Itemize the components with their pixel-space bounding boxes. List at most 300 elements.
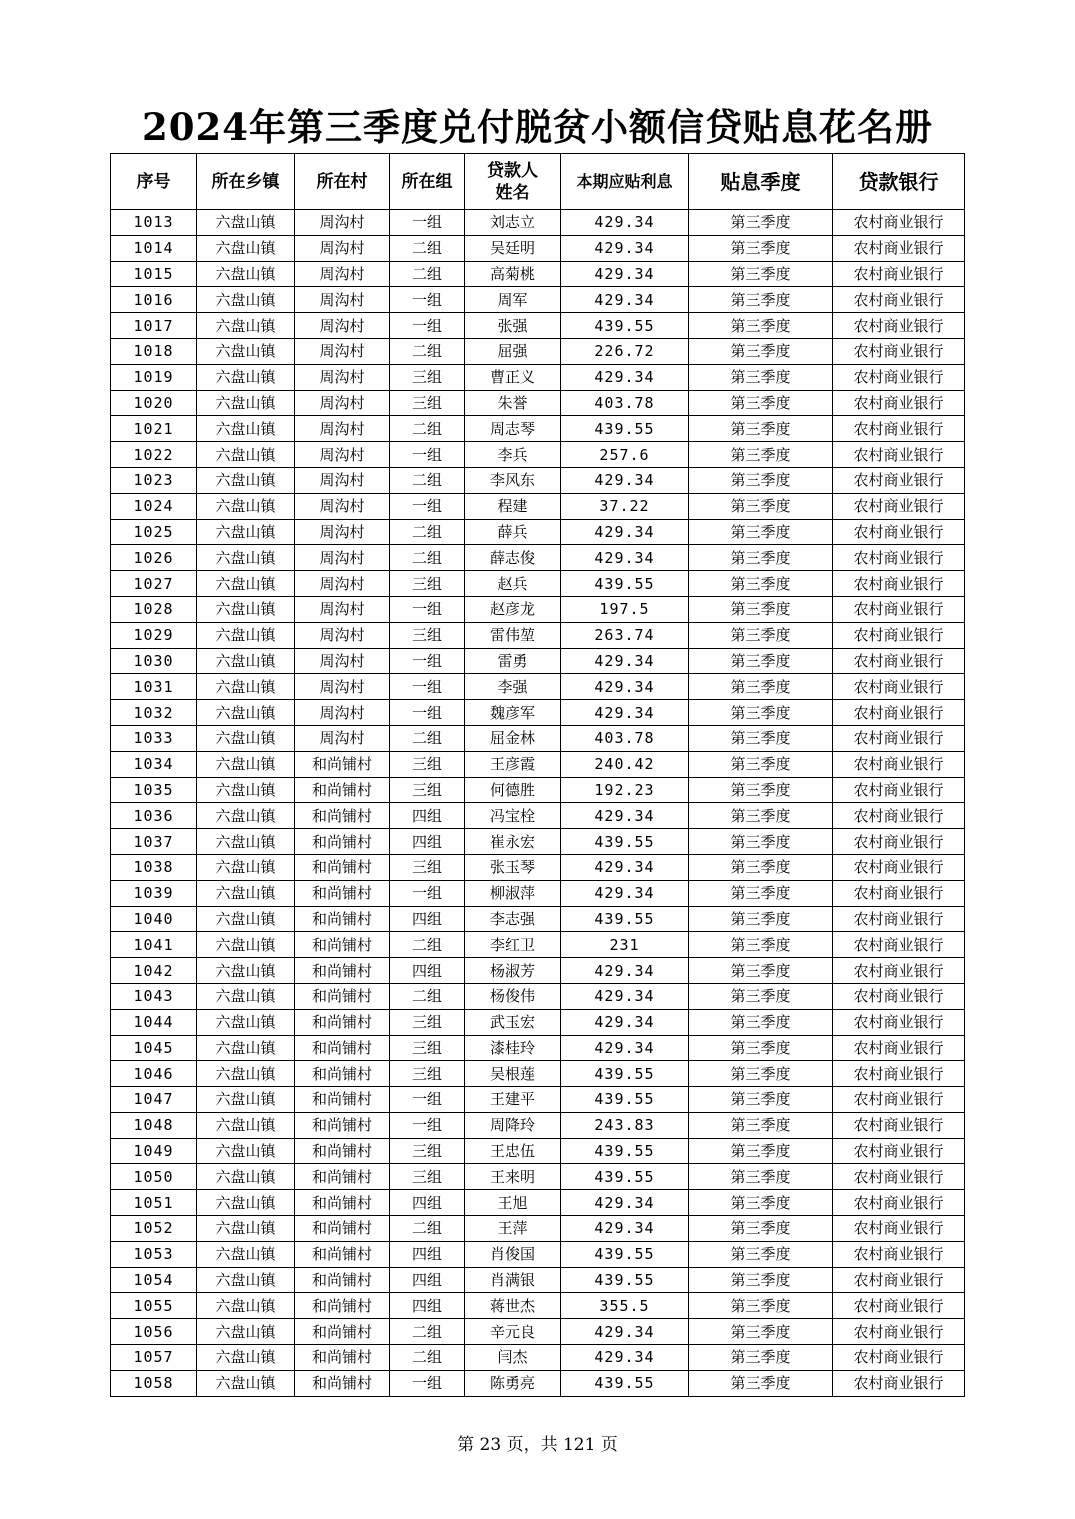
seq-cell: 1037	[111, 829, 197, 855]
bank-cell: 农村商业银行	[833, 674, 965, 700]
group-cell: 一组	[390, 1087, 465, 1113]
quarter-cell: 第三季度	[689, 519, 833, 545]
seq-cell: 1030	[111, 648, 197, 674]
bank-cell: 农村商业银行	[833, 210, 965, 236]
town-cell: 六盘山镇	[197, 467, 295, 493]
header-interest: 本期应贴利息	[561, 154, 689, 210]
town-cell: 六盘山镇	[197, 235, 295, 261]
town-cell: 六盘山镇	[197, 880, 295, 906]
seq-cell: 1036	[111, 803, 197, 829]
borrower-cell: 冯宝栓	[465, 803, 561, 829]
quarter-cell: 第三季度	[689, 932, 833, 958]
table-row	[111, 1241, 965, 1267]
header-bank: 贷款银行	[833, 154, 965, 210]
town-cell: 六盘山镇	[197, 1112, 295, 1138]
seq-cell: 1053	[111, 1241, 197, 1267]
table-row	[111, 1267, 965, 1293]
group-cell: 二组	[390, 519, 465, 545]
town-cell: 六盘山镇	[197, 777, 295, 803]
bank-cell: 农村商业银行	[833, 1061, 965, 1087]
borrower-cell: 周志琴	[465, 416, 561, 442]
town-cell: 六盘山镇	[197, 1190, 295, 1216]
town-cell: 六盘山镇	[197, 1009, 295, 1035]
seq-cell: 1047	[111, 1087, 197, 1113]
header-town: 所在乡镇	[197, 154, 295, 210]
interest-cell: 439.55	[561, 1061, 689, 1087]
bank-cell: 农村商业银行	[833, 803, 965, 829]
group-cell: 二组	[390, 932, 465, 958]
table-row	[111, 1087, 965, 1113]
town-cell: 六盘山镇	[197, 210, 295, 236]
interest-cell: 439.55	[561, 1370, 689, 1396]
village-cell: 周沟村	[295, 622, 390, 648]
quarter-cell: 第三季度	[689, 725, 833, 751]
quarter-cell: 第三季度	[689, 416, 833, 442]
bank-cell: 农村商业银行	[833, 1267, 965, 1293]
quarter-cell: 第三季度	[689, 493, 833, 519]
borrower-cell: 陈勇亮	[465, 1370, 561, 1396]
town-cell: 六盘山镇	[197, 906, 295, 932]
table-row	[111, 777, 965, 803]
quarter-cell: 第三季度	[689, 261, 833, 287]
bank-cell: 农村商业银行	[833, 1112, 965, 1138]
table-row	[111, 545, 965, 571]
interest-cell: 439.55	[561, 1087, 689, 1113]
quarter-cell: 第三季度	[689, 467, 833, 493]
group-cell: 二组	[390, 1345, 465, 1371]
town-cell: 六盘山镇	[197, 829, 295, 855]
table-row	[111, 416, 965, 442]
borrower-cell: 程建	[465, 493, 561, 519]
table-row	[111, 958, 965, 984]
table-row	[111, 803, 965, 829]
interest-cell: 231	[561, 932, 689, 958]
seq-cell: 1046	[111, 1061, 197, 1087]
group-cell: 三组	[390, 364, 465, 390]
interest-cell: 240.42	[561, 751, 689, 777]
town-cell: 六盘山镇	[197, 751, 295, 777]
town-cell: 六盘山镇	[197, 674, 295, 700]
group-cell: 二组	[390, 235, 465, 261]
town-cell: 六盘山镇	[197, 983, 295, 1009]
bank-cell: 农村商业银行	[833, 1241, 965, 1267]
town-cell: 六盘山镇	[197, 442, 295, 468]
village-cell: 和尚铺村	[295, 777, 390, 803]
borrower-cell: 李志强	[465, 906, 561, 932]
table-row	[111, 1190, 965, 1216]
interest-cell: 429.34	[561, 545, 689, 571]
table-row	[111, 1138, 965, 1164]
group-cell: 三组	[390, 1061, 465, 1087]
interest-cell: 429.34	[561, 467, 689, 493]
bank-cell: 农村商业银行	[833, 313, 965, 339]
borrower-cell: 高菊桃	[465, 261, 561, 287]
village-cell: 和尚铺村	[295, 1267, 390, 1293]
quarter-cell: 第三季度	[689, 751, 833, 777]
village-cell: 周沟村	[295, 725, 390, 751]
village-cell: 周沟村	[295, 648, 390, 674]
group-cell: 一组	[390, 493, 465, 519]
table-row	[111, 700, 965, 726]
quarter-cell: 第三季度	[689, 1164, 833, 1190]
page-footer: 第 23 页，共 121 页	[457, 1435, 618, 1455]
quarter-cell: 第三季度	[689, 210, 833, 236]
village-cell: 和尚铺村	[295, 1138, 390, 1164]
group-cell: 三组	[390, 571, 465, 597]
town-cell: 六盘山镇	[197, 364, 295, 390]
borrower-cell: 杨俊伟	[465, 983, 561, 1009]
quarter-cell: 第三季度	[689, 1319, 833, 1345]
bank-cell: 农村商业银行	[833, 519, 965, 545]
group-cell: 三组	[390, 751, 465, 777]
header-borrower	[465, 154, 561, 210]
header-seq: 序号	[111, 154, 197, 210]
interest-cell: 429.34	[561, 1009, 689, 1035]
group-cell: 三组	[390, 1138, 465, 1164]
town-cell: 六盘山镇	[197, 1345, 295, 1371]
village-cell: 和尚铺村	[295, 1190, 390, 1216]
town-cell: 六盘山镇	[197, 622, 295, 648]
interest-cell: 429.34	[561, 958, 689, 984]
interest-cell: 439.55	[561, 1138, 689, 1164]
bank-cell: 农村商业银行	[833, 1345, 965, 1371]
borrower-cell: 漆桂玲	[465, 1035, 561, 1061]
quarter-cell: 第三季度	[689, 390, 833, 416]
table-row	[111, 1293, 965, 1319]
seq-cell: 1021	[111, 416, 197, 442]
interest-cell: 192.23	[561, 777, 689, 803]
table-row	[111, 313, 965, 339]
bank-cell: 农村商业银行	[833, 467, 965, 493]
borrower-cell: 赵彦龙	[465, 596, 561, 622]
village-cell: 和尚铺村	[295, 1345, 390, 1371]
quarter-cell: 第三季度	[689, 338, 833, 364]
borrower-cell: 吴根莲	[465, 1061, 561, 1087]
seq-cell: 1014	[111, 235, 197, 261]
table-row	[111, 1345, 965, 1371]
group-cell: 二组	[390, 416, 465, 442]
borrower-cell: 李强	[465, 674, 561, 700]
seq-cell: 1019	[111, 364, 197, 390]
table-row	[111, 519, 965, 545]
borrower-cell: 柳淑萍	[465, 880, 561, 906]
borrower-cell: 屈金林	[465, 725, 561, 751]
page-title: 2024年第三季度兑付脱贫小额信贷贴息花名册	[142, 105, 933, 149]
interest-cell: 355.5	[561, 1293, 689, 1319]
table-body	[111, 210, 965, 1397]
table-row	[111, 493, 965, 519]
borrower-cell: 张强	[465, 313, 561, 339]
seq-cell: 1056	[111, 1319, 197, 1345]
bank-cell: 农村商业银行	[833, 932, 965, 958]
interest-cell: 429.34	[561, 210, 689, 236]
village-cell: 周沟村	[295, 364, 390, 390]
quarter-cell: 第三季度	[689, 287, 833, 313]
group-cell: 四组	[390, 1190, 465, 1216]
bank-cell: 农村商业银行	[833, 1293, 965, 1319]
borrower-cell: 闫杰	[465, 1345, 561, 1371]
quarter-cell: 第三季度	[689, 442, 833, 468]
bank-cell: 农村商业银行	[833, 1190, 965, 1216]
seq-cell: 1016	[111, 287, 197, 313]
town-cell: 六盘山镇	[197, 1216, 295, 1242]
bank-cell: 农村商业银行	[833, 854, 965, 880]
quarter-cell: 第三季度	[689, 1345, 833, 1371]
town-cell: 六盘山镇	[197, 390, 295, 416]
interest-cell: 429.34	[561, 519, 689, 545]
borrower-cell: 曹正义	[465, 364, 561, 390]
group-cell: 四组	[390, 1293, 465, 1319]
quarter-cell: 第三季度	[689, 364, 833, 390]
borrower-cell: 薛志俊	[465, 545, 561, 571]
village-cell: 和尚铺村	[295, 1370, 390, 1396]
town-cell: 六盘山镇	[197, 1087, 295, 1113]
interest-cell: 429.34	[561, 1190, 689, 1216]
interest-cell: 429.34	[561, 983, 689, 1009]
group-cell: 一组	[390, 210, 465, 236]
seq-cell: 1058	[111, 1370, 197, 1396]
quarter-cell: 第三季度	[689, 1370, 833, 1396]
group-cell: 一组	[390, 648, 465, 674]
quarter-cell: 第三季度	[689, 777, 833, 803]
seq-cell: 1034	[111, 751, 197, 777]
borrower-cell: 肖满银	[465, 1267, 561, 1293]
table-row	[111, 1061, 965, 1087]
village-cell: 和尚铺村	[295, 1112, 390, 1138]
borrower-cell: 王来明	[465, 1164, 561, 1190]
borrower-cell: 周降玲	[465, 1112, 561, 1138]
group-cell: 四组	[390, 1241, 465, 1267]
town-cell: 六盘山镇	[197, 932, 295, 958]
borrower-cell: 王萍	[465, 1216, 561, 1242]
seq-cell: 1057	[111, 1345, 197, 1371]
town-cell: 六盘山镇	[197, 313, 295, 339]
group-cell: 三组	[390, 854, 465, 880]
bank-cell: 农村商业银行	[833, 596, 965, 622]
borrower-cell: 薛兵	[465, 519, 561, 545]
borrower-cell: 辛元良	[465, 1319, 561, 1345]
bank-cell: 农村商业银行	[833, 235, 965, 261]
table-row	[111, 467, 965, 493]
seq-cell: 1025	[111, 519, 197, 545]
table-row	[111, 442, 965, 468]
village-cell: 和尚铺村	[295, 1164, 390, 1190]
bank-cell: 农村商业银行	[833, 364, 965, 390]
borrower-cell: 屈强	[465, 338, 561, 364]
village-cell: 周沟村	[295, 519, 390, 545]
village-cell: 周沟村	[295, 674, 390, 700]
interest-cell: 429.34	[561, 1216, 689, 1242]
village-cell: 和尚铺村	[295, 983, 390, 1009]
quarter-cell: 第三季度	[689, 596, 833, 622]
interest-cell: 37.22	[561, 493, 689, 519]
group-cell: 三组	[390, 1164, 465, 1190]
quarter-cell: 第三季度	[689, 1061, 833, 1087]
village-cell: 和尚铺村	[295, 1035, 390, 1061]
group-cell: 二组	[390, 1216, 465, 1242]
town-cell: 六盘山镇	[197, 700, 295, 726]
interest-cell: 429.34	[561, 261, 689, 287]
header-row	[111, 154, 965, 210]
bank-cell: 农村商业银行	[833, 571, 965, 597]
borrower-cell: 张玉琴	[465, 854, 561, 880]
table-row	[111, 596, 965, 622]
town-cell: 六盘山镇	[197, 519, 295, 545]
village-cell: 和尚铺村	[295, 1087, 390, 1113]
group-cell: 四组	[390, 906, 465, 932]
village-cell: 和尚铺村	[295, 803, 390, 829]
seq-cell: 1033	[111, 725, 197, 751]
village-cell: 和尚铺村	[295, 751, 390, 777]
header-quarter: 贴息季度	[689, 154, 833, 210]
group-cell: 二组	[390, 261, 465, 287]
quarter-cell: 第三季度	[689, 1087, 833, 1113]
group-cell: 三组	[390, 777, 465, 803]
group-cell: 一组	[390, 880, 465, 906]
seq-cell: 1049	[111, 1138, 197, 1164]
town-cell: 六盘山镇	[197, 493, 295, 519]
subsidy-roster-table	[110, 153, 965, 1397]
borrower-cell: 周军	[465, 287, 561, 313]
borrower-cell: 王旭	[465, 1190, 561, 1216]
group-cell: 一组	[390, 1370, 465, 1396]
table-row	[111, 1009, 965, 1035]
bank-cell: 农村商业银行	[833, 390, 965, 416]
bank-cell: 农村商业银行	[833, 1216, 965, 1242]
village-cell: 和尚铺村	[295, 932, 390, 958]
group-cell: 三组	[390, 390, 465, 416]
interest-cell: 439.55	[561, 829, 689, 855]
table-row	[111, 210, 965, 236]
header-borrower-line1: 贷款人	[487, 160, 538, 181]
interest-cell: 429.34	[561, 287, 689, 313]
seq-cell: 1027	[111, 571, 197, 597]
village-cell: 周沟村	[295, 545, 390, 571]
table-row	[111, 287, 965, 313]
village-cell: 和尚铺村	[295, 958, 390, 984]
interest-cell: 439.55	[561, 906, 689, 932]
village-cell: 和尚铺村	[295, 906, 390, 932]
header-borrower-line2: 姓名	[495, 182, 530, 203]
table-row	[111, 622, 965, 648]
town-cell: 六盘山镇	[197, 338, 295, 364]
seq-cell: 1045	[111, 1035, 197, 1061]
bank-cell: 农村商业银行	[833, 751, 965, 777]
group-cell: 三组	[390, 1035, 465, 1061]
bank-cell: 农村商业银行	[833, 725, 965, 751]
quarter-cell: 第三季度	[689, 674, 833, 700]
header-village: 所在村	[295, 154, 390, 210]
town-cell: 六盘山镇	[197, 725, 295, 751]
village-cell: 和尚铺村	[295, 1061, 390, 1087]
village-cell: 和尚铺村	[295, 1319, 390, 1345]
quarter-cell: 第三季度	[689, 1216, 833, 1242]
village-cell: 和尚铺村	[295, 1216, 390, 1242]
bank-cell: 农村商业银行	[833, 1138, 965, 1164]
seq-cell: 1039	[111, 880, 197, 906]
borrower-cell: 李红卫	[465, 932, 561, 958]
bank-cell: 农村商业银行	[833, 1009, 965, 1035]
group-cell: 二组	[390, 467, 465, 493]
seq-cell: 1022	[111, 442, 197, 468]
town-cell: 六盘山镇	[197, 958, 295, 984]
group-cell: 二组	[390, 338, 465, 364]
village-cell: 周沟村	[295, 571, 390, 597]
seq-cell: 1052	[111, 1216, 197, 1242]
quarter-cell: 第三季度	[689, 1112, 833, 1138]
bank-cell: 农村商业银行	[833, 545, 965, 571]
quarter-cell: 第三季度	[689, 880, 833, 906]
seq-cell: 1054	[111, 1267, 197, 1293]
quarter-cell: 第三季度	[689, 829, 833, 855]
interest-cell: 263.74	[561, 622, 689, 648]
seq-cell: 1032	[111, 700, 197, 726]
seq-cell: 1023	[111, 467, 197, 493]
interest-cell: 439.55	[561, 571, 689, 597]
town-cell: 六盘山镇	[197, 1164, 295, 1190]
quarter-cell: 第三季度	[689, 235, 833, 261]
interest-cell: 429.34	[561, 854, 689, 880]
interest-cell: 439.55	[561, 1267, 689, 1293]
town-cell: 六盘山镇	[197, 1061, 295, 1087]
interest-cell: 226.72	[561, 338, 689, 364]
table-row	[111, 390, 965, 416]
village-cell: 周沟村	[295, 467, 390, 493]
group-cell: 一组	[390, 674, 465, 700]
bank-cell: 农村商业银行	[833, 880, 965, 906]
village-cell: 周沟村	[295, 313, 390, 339]
village-cell: 周沟村	[295, 596, 390, 622]
quarter-cell: 第三季度	[689, 622, 833, 648]
borrower-cell: 李兵	[465, 442, 561, 468]
bank-cell: 农村商业银行	[833, 777, 965, 803]
town-cell: 六盘山镇	[197, 287, 295, 313]
group-cell: 一组	[390, 700, 465, 726]
table-row	[111, 854, 965, 880]
seq-cell: 1031	[111, 674, 197, 700]
borrower-cell: 崔永宏	[465, 829, 561, 855]
town-cell: 六盘山镇	[197, 854, 295, 880]
seq-cell: 1043	[111, 983, 197, 1009]
bank-cell: 农村商业银行	[833, 622, 965, 648]
table-row	[111, 364, 965, 390]
interest-cell: 429.34	[561, 648, 689, 674]
interest-cell: 439.55	[561, 1241, 689, 1267]
group-cell: 一组	[390, 442, 465, 468]
bank-cell: 农村商业银行	[833, 983, 965, 1009]
bank-cell: 农村商业银行	[833, 493, 965, 519]
borrower-cell: 吴廷明	[465, 235, 561, 261]
group-cell: 三组	[390, 1009, 465, 1035]
table-row	[111, 261, 965, 287]
town-cell: 六盘山镇	[197, 1035, 295, 1061]
bank-cell: 农村商业银行	[833, 442, 965, 468]
borrower-cell: 肖俊国	[465, 1241, 561, 1267]
group-cell: 一组	[390, 596, 465, 622]
quarter-cell: 第三季度	[689, 571, 833, 597]
group-cell: 二组	[390, 983, 465, 1009]
quarter-cell: 第三季度	[689, 854, 833, 880]
borrower-cell: 李风东	[465, 467, 561, 493]
table-row	[111, 751, 965, 777]
bank-cell: 农村商业银行	[833, 906, 965, 932]
village-cell: 周沟村	[295, 416, 390, 442]
borrower-cell: 刘志立	[465, 210, 561, 236]
town-cell: 六盘山镇	[197, 1267, 295, 1293]
table-row	[111, 906, 965, 932]
quarter-cell: 第三季度	[689, 1293, 833, 1319]
group-cell: 一组	[390, 287, 465, 313]
